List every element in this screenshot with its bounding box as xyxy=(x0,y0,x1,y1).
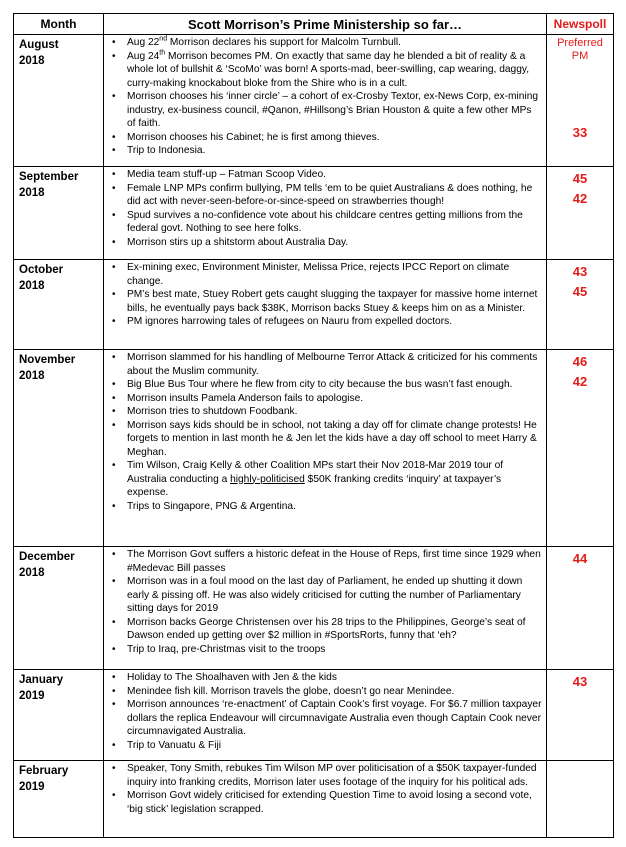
month-year: 2018 xyxy=(19,280,45,292)
month-name: December xyxy=(19,551,75,563)
event-item xyxy=(127,459,542,500)
month-name: November xyxy=(19,354,76,366)
event-text: Media team stuff-up – Fatman Scoop Video. xyxy=(127,169,326,180)
event-item xyxy=(127,685,542,699)
event-text: The Morrison Govt suffers a historic defeat in the House of Reps, first time since 1929 when #Medevac Bill passes xyxy=(127,549,541,574)
event-text: Tim Wilson, Craig Kelly & other Coalition MPs start their Nov 2018-Mar 2019 tour of Australia conducting a xyxy=(127,460,504,485)
month-cell xyxy=(14,350,104,547)
event-item xyxy=(127,261,542,288)
event-text: PM’s best mate, Stuey Robert gets caught slugging the taxpayer for massive home internet bills, he eventually pays back $38K, Morrison backs Stuey & keeps him on as a Minister. xyxy=(127,289,538,314)
newspoll-value: 43 xyxy=(572,674,588,689)
event-text-cont: Morrison declares his support for Malcolm Turnbull. xyxy=(167,37,401,48)
event-text: Morrison tries to shutdown Foodbank. xyxy=(127,406,298,417)
event-text: PM ignores harrowing tales of refugees on Nauru from expelled doctors. xyxy=(127,316,453,327)
event-item xyxy=(127,698,542,739)
event-item xyxy=(127,288,542,315)
event-item xyxy=(127,548,542,575)
event-text: Morrison chooses his Cabinet; he is first among thieves. xyxy=(127,131,380,143)
month-name: October xyxy=(19,264,64,276)
event-text: Morrison announces ‘re-enactment’ of Captain Cook’s first voyage. For $6.7 million taxpayer dollars the replica Endeavour will circumnavigate Australia even though Captain Cook never circumnavigated Australia. xyxy=(127,699,542,737)
table-title: Scott Morrison’s Prime Ministership so far… xyxy=(104,14,547,35)
event-list xyxy=(104,762,542,816)
event-text: Ex-mining exec, Environment Minister, Melissa Price, rejects IPCC Report on climate change. xyxy=(127,262,510,287)
month-name: January xyxy=(19,674,64,686)
event-text: Aug 22 xyxy=(127,37,160,48)
event-list xyxy=(104,168,542,249)
events-cell xyxy=(104,350,547,547)
events-cell xyxy=(104,670,547,761)
event-text: Menindee fish kill. Morrison travels the globe, doesn’t go near Menindee. xyxy=(127,685,455,697)
event-list xyxy=(104,36,542,158)
month-cell xyxy=(14,35,104,167)
event-text: Morrison stirs up a shitstorm about Australia Day. xyxy=(127,236,349,248)
events-cell xyxy=(104,167,547,260)
event-item xyxy=(127,236,542,250)
preferred-pm-label: Preferred PM xyxy=(557,37,603,62)
event-item xyxy=(127,419,542,460)
events-cell xyxy=(104,761,547,838)
event-text: Spud survives a no-confidence vote about his childcare centres getting millions from the federal govt. Nothing to see here folks. xyxy=(127,209,523,234)
event-text: Trip to Indonesia. xyxy=(127,145,206,156)
newspoll-cell xyxy=(547,260,614,350)
month-cell xyxy=(14,167,104,260)
event-item xyxy=(127,789,542,816)
event-item xyxy=(127,351,542,378)
newspoll-value: 45 xyxy=(572,284,588,299)
event-item xyxy=(127,671,542,685)
newspoll-cell xyxy=(547,350,614,547)
event-item xyxy=(127,182,542,209)
month-cell xyxy=(14,761,104,838)
month-year: 2019 xyxy=(19,690,45,702)
event-item xyxy=(127,50,542,91)
newspoll-value: 43 xyxy=(572,264,588,279)
event-item xyxy=(127,209,542,236)
event-item xyxy=(127,131,542,145)
header-row xyxy=(14,14,614,35)
month-name: September xyxy=(19,171,79,183)
pm-timeline-table xyxy=(13,13,614,838)
newspoll-value: 45 xyxy=(572,171,588,186)
event-text: Morrison Govt widely criticised for extending Question Time to avoid losing a second vote, ‘big stick’ legislation scrapped. xyxy=(127,790,532,815)
event-text: Morrison chooses his ‘inner circle’ – a cohort of ex-Crosby Textor, ex-News Corp, ex-mining industry, ex-business council, #Qanon, #Hillsong’s Brian Houston & quite a few other MPs of faith. xyxy=(127,91,539,129)
event-text: Aug 24 xyxy=(127,50,160,62)
event-item xyxy=(127,168,542,182)
newspoll-cell xyxy=(547,547,614,670)
newspoll-header: Newspoll xyxy=(547,14,614,35)
month-row xyxy=(14,35,614,167)
event-item xyxy=(127,315,542,329)
date-suffix: nd xyxy=(159,35,168,43)
event-text: Morrison was in a foul mood on the last day of Parliament, he ended up shutting it down early & pissing off. He was also widely criticised for cutting the number of Parliamentary sitting days for 2019 xyxy=(127,576,523,614)
month-row xyxy=(14,761,614,838)
newspoll-cell xyxy=(547,35,614,167)
event-item xyxy=(127,643,542,657)
date-suffix: th xyxy=(159,49,166,57)
month-cell xyxy=(14,547,104,670)
month-year: 2018 xyxy=(19,55,45,67)
event-text: Female LNP MPs confirm bullying, PM tells ‘em to be quiet Australians & does nothing, he did act with never-seen-before-or-since-speed on strawberries though! xyxy=(127,182,533,207)
event-item xyxy=(127,378,542,392)
month-year: 2018 xyxy=(19,187,45,199)
event-text: Trips to Singapore, PNG & Argentina. xyxy=(127,500,296,512)
event-list xyxy=(104,671,542,752)
events-cell xyxy=(104,35,547,167)
event-text-cont: Morrison becomes PM. On exactly that same day he blended a bit of reality & a whole lot of bullshit & ‘ScoMo’ was born! A sports-mad, beer-swilling, cap wearing, daggy, curry-making knockabout bloke from the Shire who is in a cult. xyxy=(127,50,530,89)
month-year: 2019 xyxy=(19,781,45,793)
event-item xyxy=(127,500,542,514)
event-text: Morrison insults Pamela Anderson fails to apologise. xyxy=(127,392,364,404)
event-item xyxy=(127,575,542,616)
newspoll-value: 42 xyxy=(572,374,588,389)
month-row xyxy=(14,350,614,547)
month-row xyxy=(14,167,614,260)
event-text: Big Blue Bus Tour where he flew from city to city because the bus wasn’t fast enough. xyxy=(127,379,513,390)
events-cell xyxy=(104,260,547,350)
events-cell xyxy=(104,547,547,670)
newspoll-value: 46 xyxy=(572,354,588,369)
newspoll-cell xyxy=(547,761,614,838)
month-cell xyxy=(14,670,104,761)
newspoll-cell xyxy=(547,670,614,761)
event-item xyxy=(127,405,542,419)
month-name: February xyxy=(19,765,69,777)
event-list xyxy=(104,261,542,329)
newspoll-value: 42 xyxy=(572,191,588,206)
event-text: Morrison backs George Christensen over his 28 trips to the Philippines, George’s seat of Dawson ended up getting over $2 million in #SportsRorts, funny that ‘eh? xyxy=(127,616,526,641)
month-year: 2018 xyxy=(19,370,45,382)
event-text: Morrison slammed for his handling of Melbourne Terror Attack & criticized for his comments about the Muslim community. xyxy=(127,352,538,377)
month-row xyxy=(14,260,614,350)
month-row xyxy=(14,547,614,670)
event-text-cont: $50K franking credits ‘inquiry’ at taxpayer’s expense. xyxy=(127,473,502,498)
newspoll-value: 44 xyxy=(572,551,588,566)
event-item xyxy=(127,739,542,753)
event-item xyxy=(127,90,542,131)
event-list xyxy=(104,548,542,656)
newspoll-cell xyxy=(547,167,614,260)
event-item xyxy=(127,36,542,50)
event-list xyxy=(104,351,542,513)
month-name: August xyxy=(19,39,59,51)
event-text: Trip to Vanuatu & Fiji xyxy=(127,739,221,751)
newspoll-value: 33 xyxy=(572,125,588,140)
event-text: Speaker, Tony Smith, rebukes Tim Wilson MP over politicisation of a $50K taxpayer-funded inquiry into franking credits, Morrison later uses footage of the inquiry for his political ads. xyxy=(127,763,537,788)
month-year: 2018 xyxy=(19,567,45,579)
event-text: Trip to Iraq, pre-Christmas visit to the troops xyxy=(127,643,326,655)
month-header: Month xyxy=(14,14,104,35)
underlined-text: highly-politicised xyxy=(230,473,305,485)
event-item xyxy=(127,392,542,406)
event-item xyxy=(127,616,542,643)
month-row xyxy=(14,670,614,761)
month-cell xyxy=(14,260,104,350)
event-text: Morrison says kids should be in school, not taking a day off for climate change protests! He forgets to mention in last month he & Jen let the kids have a day off school to meet Harry & Meghan. xyxy=(127,419,537,458)
event-item xyxy=(127,762,542,789)
event-text: Holiday to The Shoalhaven with Jen & the kids xyxy=(127,672,337,683)
event-item xyxy=(127,144,542,158)
